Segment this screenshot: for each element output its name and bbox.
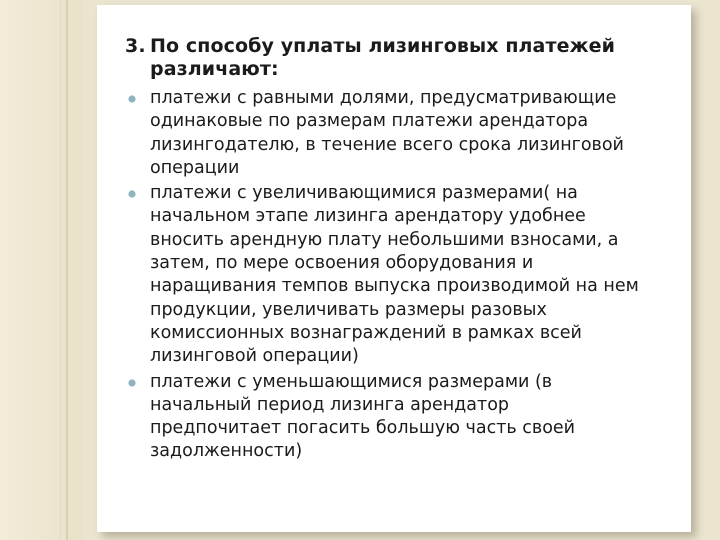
bullet-line: платежи с уменьшающимися размерами (в: [150, 371, 553, 392]
round-bullet-icon: [128, 190, 136, 198]
bullet-line: вносить арендную плату небольшими взносами, а: [150, 229, 619, 250]
slide-content: [125, 35, 685, 466]
bullet-item-equal-payments: [125, 87, 685, 180]
bullet-line: задолженности): [150, 441, 303, 462]
slide-heading: [125, 35, 685, 81]
bullet-line: платежи с равными долями, предусматривающие: [150, 88, 617, 108]
bullet-line: предпочитает погасить большую часть своей: [150, 418, 576, 439]
bullet-item-increasing-payments: [125, 182, 685, 368]
bullet-line: операции: [150, 157, 240, 178]
bullet-line: продукции, увеличивать размеры разовых: [150, 299, 547, 320]
bullet-line: одинаковые по размерам платежи арендатора: [150, 111, 589, 132]
bullet-line: лизингодателю, в течение всего срока лизинговой: [150, 134, 624, 155]
bullet-item-decreasing-payments: [125, 371, 685, 464]
bullet-list: [125, 87, 685, 464]
round-bullet-icon: [128, 379, 136, 387]
bullet-line: наращивания темпов выпуска производимой на нем: [150, 276, 639, 297]
bullet-line: начальном этапе лизинга арендатору удобнее: [150, 206, 586, 227]
slide-card: [97, 5, 691, 532]
bullet-line: начальный период лизинга арендатор: [150, 394, 510, 415]
heading-number: 3.: [125, 35, 146, 57]
round-bullet-icon: [128, 95, 136, 103]
bullet-line: затем, по мере освоения оборудования и: [150, 253, 534, 274]
decorative-divider-thin: [60, 0, 61, 540]
heading-line-2: различают:: [150, 58, 279, 80]
bullet-line: комиссионных вознаграждений в рамках всей: [150, 322, 582, 343]
bullet-line: платежи с увеличивающимися размерами( на: [150, 183, 578, 204]
decorative-side-band: [0, 0, 82, 540]
heading-line-1: По способу уплаты лизинговых платежей: [150, 35, 615, 57]
bullet-line: лизинговой операции): [150, 346, 359, 367]
decorative-divider: [66, 0, 68, 540]
